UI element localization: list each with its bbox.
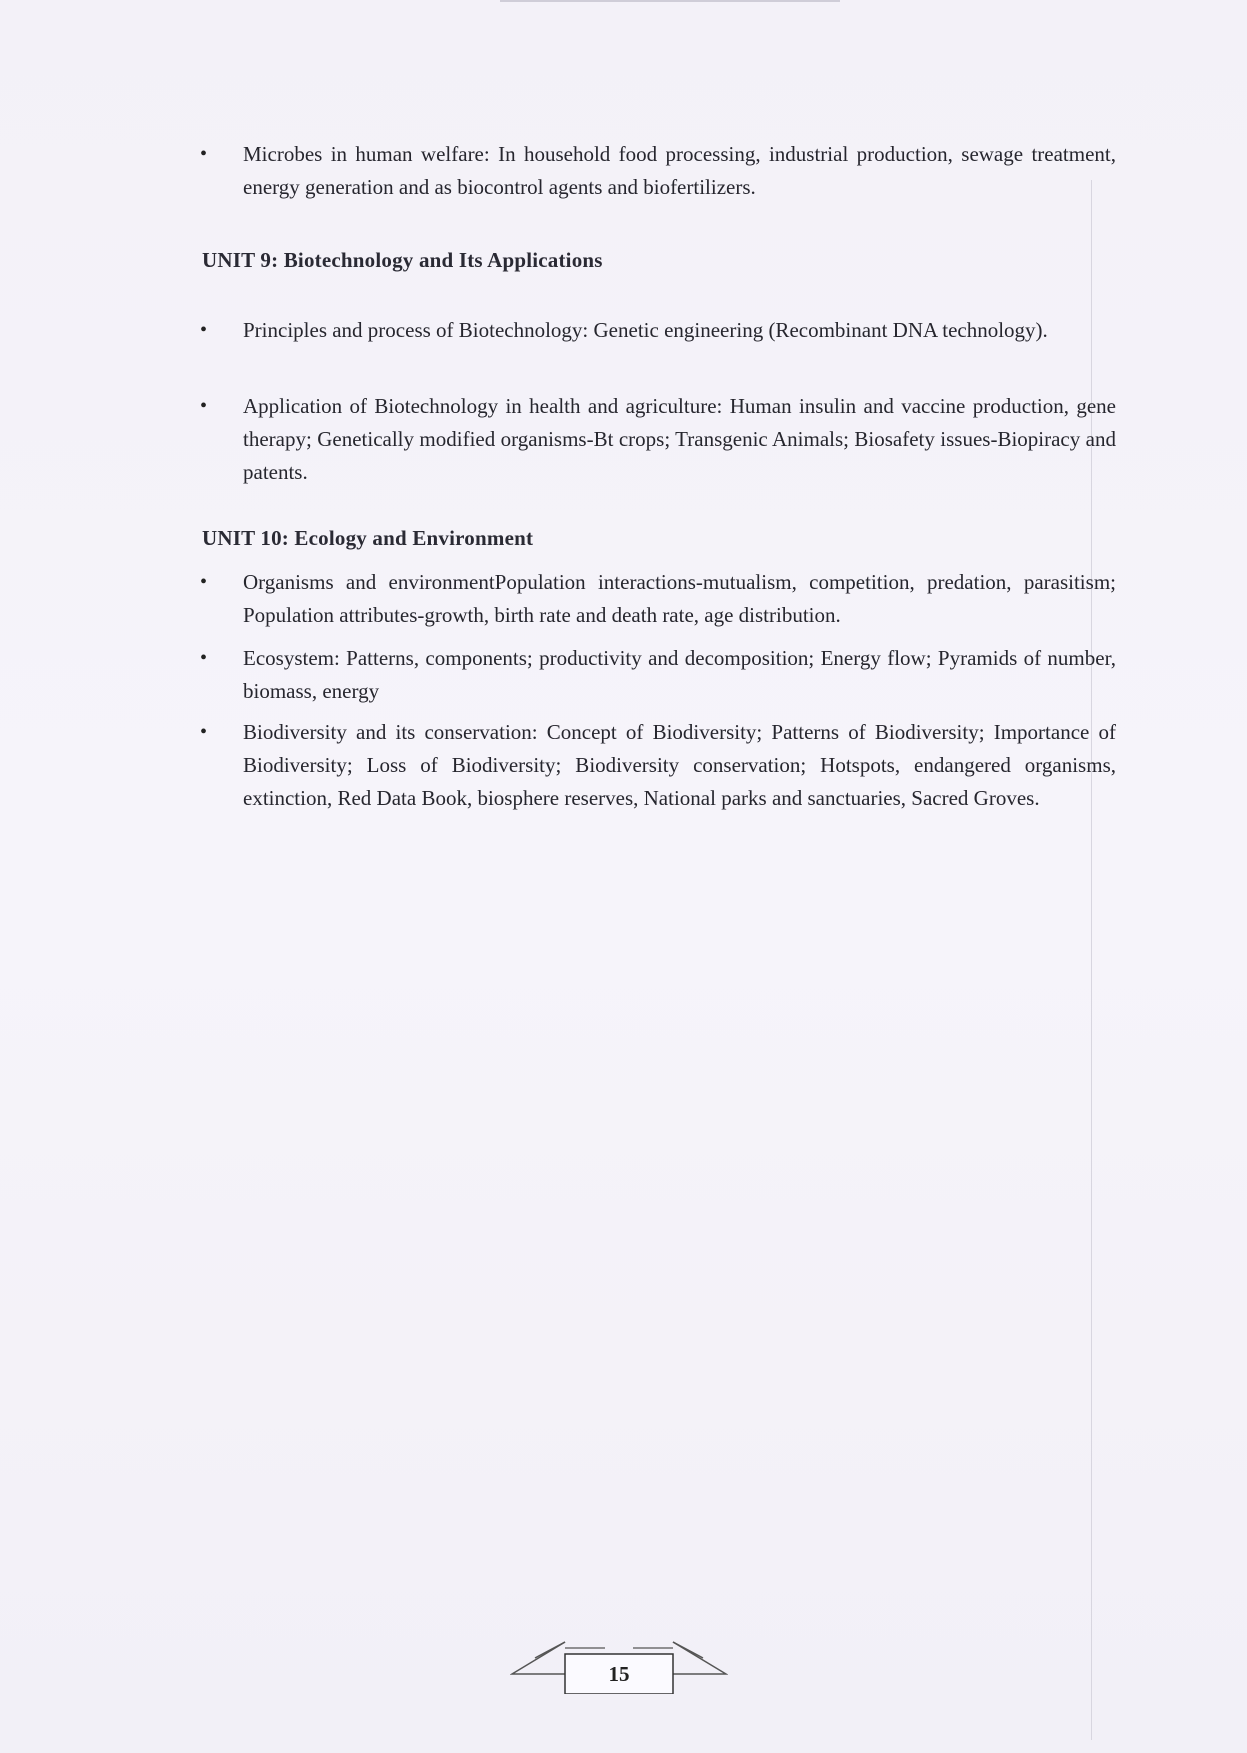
bullet-icon: •	[200, 647, 208, 669]
scan-top-shadow	[500, 0, 840, 2]
list-item-text: Principles and process of Biotechnology: Genetic engineering (Recombinant DNA technology).	[243, 318, 1048, 342]
bullet-icon: •	[200, 143, 208, 165]
list-item-text: Microbes in human welfare: In household food processing, industrial production, sewage treatment, energy generation and as biocontrol agents and biofertilizers.	[243, 142, 1116, 199]
bullet-icon: •	[200, 721, 208, 743]
bullet-icon: •	[200, 395, 208, 417]
bullet-icon: •	[200, 319, 208, 341]
list-item-text: Biodiversity and its conservation: Concept of Biodiversity; Patterns of Biodiversity; Importance of Biodiversity; Loss of Biodiversity; Biodiversity conservation; Hotspots, endangered organisms, extinction, Red Data Book, biosphere reserves, National parks and sanctuaries, Sacred Groves.	[243, 720, 1116, 810]
section-heading-unit-9: UNIT 9: Biotechnology and Its Applications	[202, 248, 603, 272]
page-number: 15	[608, 1662, 630, 1686]
bullet-icon: •	[200, 571, 208, 593]
list-item	[200, 642, 1120, 708]
list-item-text: Ecosystem: Patterns, components; productivity and decomposition; Energy flow; Pyramids of number, biomass, energy	[243, 646, 1116, 703]
list-item	[200, 566, 1120, 632]
list-item-text: Organisms and environmentPopulation interactions-mutualism, competition, predation, parasitism; Population attributes-growth, birth rate and death rate, age distribution.	[243, 570, 1116, 627]
list-item	[200, 138, 1120, 204]
list-item	[200, 390, 1120, 489]
list-item-text: Application of Biotechnology in health and agriculture: Human insulin and vaccine production, gene therapy; Genetically modified organisms-Bt crops; Transgenic Animals; Biosafety issues-Biopiracy and patents.	[243, 394, 1116, 484]
page-number-ornament	[510, 1634, 728, 1694]
list-item	[200, 314, 1120, 347]
list-item	[200, 716, 1120, 815]
section-heading-unit-10: UNIT 10: Ecology and Environment	[202, 526, 534, 550]
